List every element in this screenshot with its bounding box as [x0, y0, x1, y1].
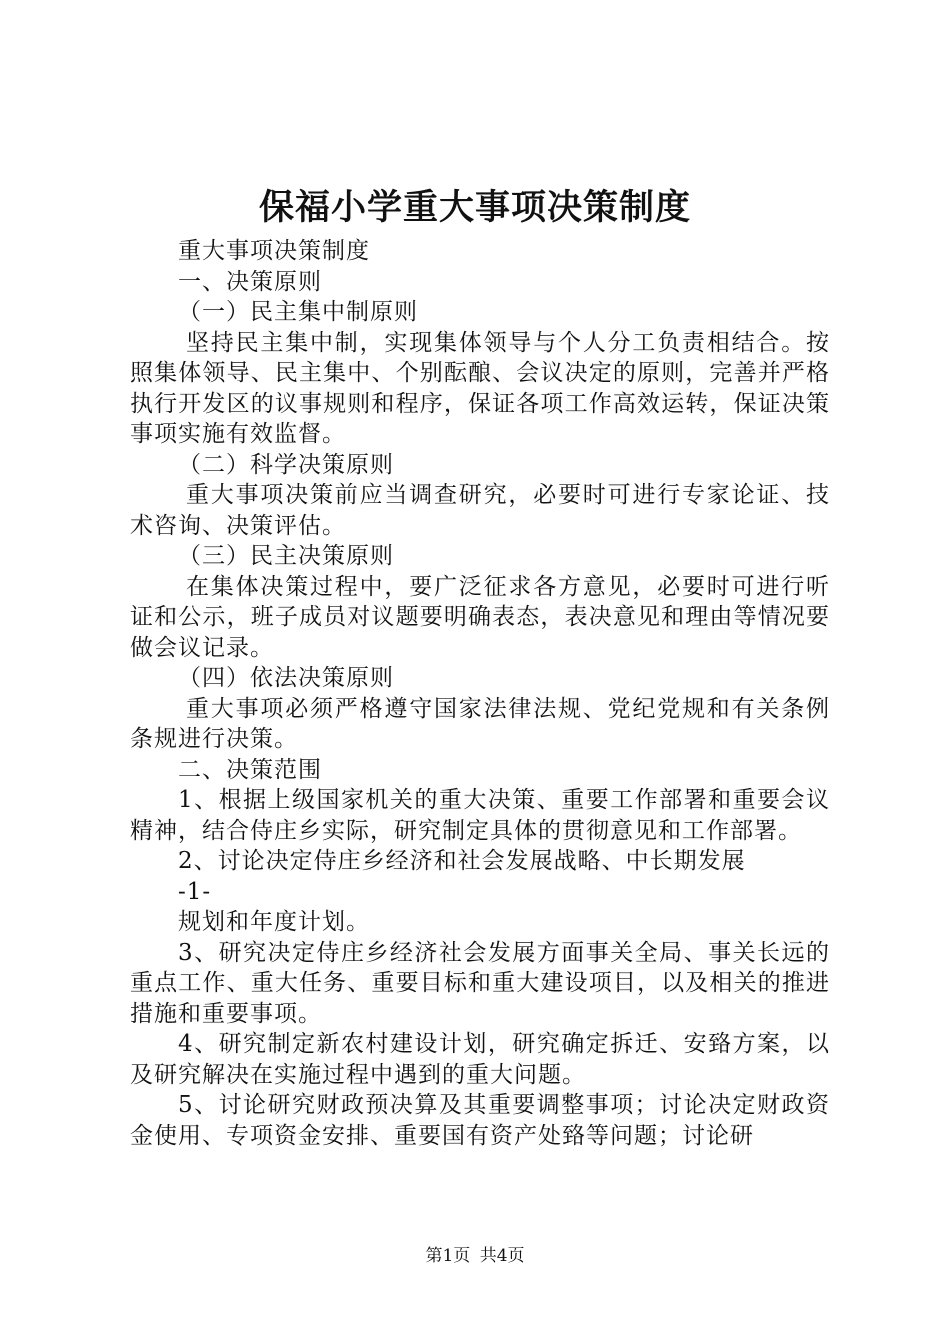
- paragraph: 坚持民主集中制，实现集体领导与个人分工负责相结合。按照集体领导、民主集中、个别酝酿、会议决定的原则，完善并严格执行开发区的议事规则和程序，保证各项工作高效运转，保证决策事项实施有效监督。: [130, 329, 830, 447]
- paragraph: 4、研究制定新农村建设计划，研究确定拆迁、安臵方案，以及研究解决在实施过程中遇到的重大问题。: [130, 1031, 830, 1088]
- section-heading: 一、决策原则: [178, 268, 322, 295]
- paragraph: 1、根据上级国家机关的重大决策、重要工作部署和重要会议精神，结合侍庄乡实际，研究制定具体的贯彻意见和工作部署。: [130, 787, 830, 844]
- inline-page-number: -1-: [178, 878, 212, 905]
- paragraph: 重大事项决策前应当调查研究，必要时可进行专家论证、技术咨询、决策评估。: [130, 482, 830, 539]
- page-total: 共4页: [479, 1246, 525, 1266]
- page-number: 第1页: [425, 1246, 471, 1266]
- paragraph: 重大事项必须严格遵守国家法律法规、党纪党规和有关条例条规进行决策。: [130, 695, 830, 752]
- document-title: 保福小学重大事项决策制度: [258, 187, 691, 228]
- paragraph: 规划和年度计划。: [178, 909, 370, 935]
- page-footer: [0, 1244, 950, 1268]
- paragraph: 重大事项决策制度: [178, 238, 370, 264]
- subsection-heading: （二）科学决策原则: [178, 451, 394, 478]
- subsection-heading: （三）民主决策原则: [178, 543, 394, 569]
- paragraph: 在集体决策过程中，要广泛征求各方意见，必要时可进行听证和公示，班子成员对议题要明确表态，表决意见和理由等情况要做会议记录。: [130, 573, 830, 661]
- document-body: [130, 236, 830, 1151]
- subsection-heading: （一）民主集中制原则: [178, 299, 418, 325]
- paragraph: 2、讨论决定侍庄乡经济和社会发展战略、中长期发展: [178, 848, 746, 874]
- section-heading: 二、决策范围: [178, 756, 322, 783]
- paragraph: 5、讨论研究财政预决算及其重要调整事项；讨论决定财政资金使用、专项资金安排、重要国有资产处臵等问题；讨论研: [130, 1092, 830, 1149]
- paragraph: 3、研究决定侍庄乡经济社会发展方面事关全局、事关长远的重点工作、重大任务、重要目标和重大建设项目，以及相关的推进措施和重要事项。: [130, 939, 830, 1027]
- subsection-heading: （四）依法决策原则: [178, 665, 394, 691]
